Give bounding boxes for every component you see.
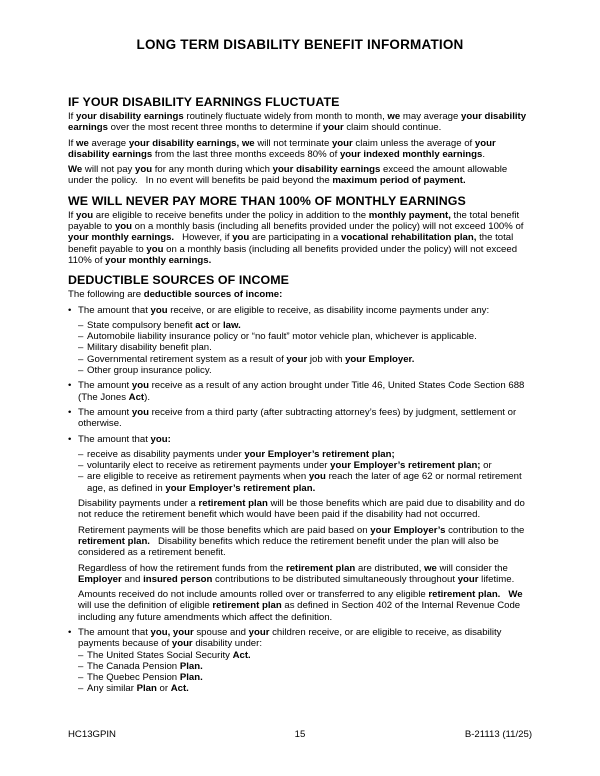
dash-item-text: receive as disability payments under your Employer’s retirement plan; xyxy=(87,448,395,460)
dash-item-text: Any similar Plan or Act. xyxy=(87,683,189,695)
bullet-icon: • xyxy=(68,626,72,638)
dash-icon: – xyxy=(78,342,84,354)
dash-icon: – xyxy=(78,353,84,365)
dash-icon: – xyxy=(78,683,84,695)
dash-item-text: Automobile liability insurance policy or “no fault” motor vehicle plan, whichever is applicable. xyxy=(87,331,477,343)
document-body xyxy=(68,95,532,695)
dash-item-text: The Quebec Pension Plan. xyxy=(87,672,203,684)
section-heading: WE WILL NEVER PAY MORE THAN 100% OF MONTHLY EARNINGS xyxy=(68,193,466,208)
dash-icon: – xyxy=(78,649,84,661)
dash-item xyxy=(78,320,532,331)
bullet-text: The amount you receive from a third party (after subtracting attorney’s fees) by judgment, settlement or otherwise. xyxy=(78,406,517,430)
dash-item-text: The Canada Pension Plan. xyxy=(87,660,203,672)
dash-item-text: Other group insurance policy. xyxy=(87,365,212,377)
indented-paragraph: Regardless of how the retirement funds from the retirement plan are distributed, we will consider the Employer and insured person contributions to be distributed simultaneously throughout your lifetime. xyxy=(78,562,515,585)
dash-item xyxy=(78,354,532,365)
indented-paragraph: Amounts received do not include amounts rolled over or transferred to any eligible retirement plan. We will use the definition of eligible retirement plan as defined in Section 402 of the Internal Revenue Code including any future amendments which affect the definition. xyxy=(78,589,523,623)
dash-list xyxy=(78,650,532,695)
dash-icon: – xyxy=(78,448,84,460)
section-heading: IF YOUR DISABILITY EARNINGS FLUCTUATE xyxy=(68,95,340,109)
dash-item xyxy=(78,471,532,494)
bullet-item xyxy=(68,407,532,430)
footer-form-code: HC13GPIN xyxy=(68,729,116,740)
dash-item xyxy=(78,672,532,683)
bullet-text: The amount that you, your spouse and your children receive, or are eligible to receive, as disability payments because of your disability under: xyxy=(78,626,502,650)
dash-item xyxy=(78,331,532,342)
dash-item xyxy=(78,449,532,460)
bullet-text: The amount that you: xyxy=(78,433,171,445)
footer-document-code: B-21113 (11/25) xyxy=(464,729,533,740)
dash-item-text: The United States Social Security Act. xyxy=(87,649,251,661)
bullet-item xyxy=(68,627,532,650)
page-footer xyxy=(68,729,532,740)
paragraph: If we average your disability earnings, we will not terminate your claim unless the average of your disability earnings from the last three months exceeds 80% of your indexed monthly earnings. xyxy=(68,137,496,160)
bullet-item xyxy=(68,434,532,445)
dash-icon: – xyxy=(78,319,84,331)
dash-item xyxy=(78,365,532,376)
dash-item-text: are eligible to receive as retirement payments when you reach the later of age 62 or normal retirement age, as defined in your Employer’s retirement plan. xyxy=(87,471,522,494)
indented-paragraph: Disability payments under a retirement plan will be those benefits which are paid due to disability and do not reduce the retirement benefit which would have been paid if the disability had not occurred. xyxy=(78,498,525,521)
bullet-icon: • xyxy=(68,406,72,418)
dash-item-text: Governmental retirement system as a result of your job with your Employer. xyxy=(87,353,415,365)
bullet-icon: • xyxy=(68,304,72,316)
bullet-text: The amount you receive as a result of any action brought under Title 46, United States Code Section 688 (The Jones Act). xyxy=(78,380,525,403)
dash-icon: – xyxy=(78,660,84,672)
bullet-item xyxy=(68,305,532,316)
dash-icon: – xyxy=(78,365,84,377)
dash-item xyxy=(78,650,532,661)
paragraph: If you are eligible to receive benefits under the policy in addition to the monthly payment, the total benefit payable to you on a monthly basis (including all benefits provided under the policy) will not exceed 100% of your monthly earnings. However, if you are participating in a vocational rehabilitation plan, the total benefit payable to you on a monthly basis (including all benefits provided under the policy) will not exceed 110% of your monthly earnings. xyxy=(68,209,524,266)
bullet-item xyxy=(68,380,532,403)
page-title: LONG TERM DISABILITY BENEFIT INFORMATION xyxy=(136,37,464,52)
dash-item-text: State compulsory benefit act or law. xyxy=(87,319,241,331)
footer-page-number: 15 xyxy=(294,729,306,740)
bullet-icon: • xyxy=(68,380,72,392)
dash-icon: – xyxy=(78,331,84,343)
dash-item xyxy=(78,342,532,353)
dash-icon: – xyxy=(78,471,84,483)
dash-icon: – xyxy=(78,672,84,684)
dash-item xyxy=(78,460,532,471)
dash-icon: – xyxy=(78,460,84,472)
dash-item xyxy=(78,683,532,694)
dash-item xyxy=(78,661,532,672)
dash-item-text: Military disability benefit plan. xyxy=(87,342,212,354)
dash-list xyxy=(78,320,532,376)
bullet-icon: • xyxy=(68,433,72,445)
paragraph: We will not pay you for any month during which your disability earnings exceed the amount allowable under the policy. In no event will benefits be paid beyond the maximum period of payment. xyxy=(68,164,508,187)
paragraph: If your disability earnings routinely fluctuate widely from month to month, we may average your disability earnings over the most recent three months to determine if your claim should continue. xyxy=(68,111,527,134)
bullet-text: The amount that you receive, or are eligible to receive, as disability income payments under any: xyxy=(78,304,490,316)
dash-item-text: voluntarily elect to receive as retirement payments under your Employer’s retirement plan; or xyxy=(87,460,492,472)
paragraph: The following are deductible sources of income: xyxy=(68,289,283,301)
indented-paragraph: Retirement payments will be those benefits which are paid based on your Employer’s contribution to the retirement plan. Disability benefits which reduce the retirement benefit under the plan will also be considered as a retirement benefit. xyxy=(78,524,525,559)
section-heading: DEDUCTIBLE SOURCES OF INCOME xyxy=(68,273,290,288)
dash-list xyxy=(78,449,532,494)
